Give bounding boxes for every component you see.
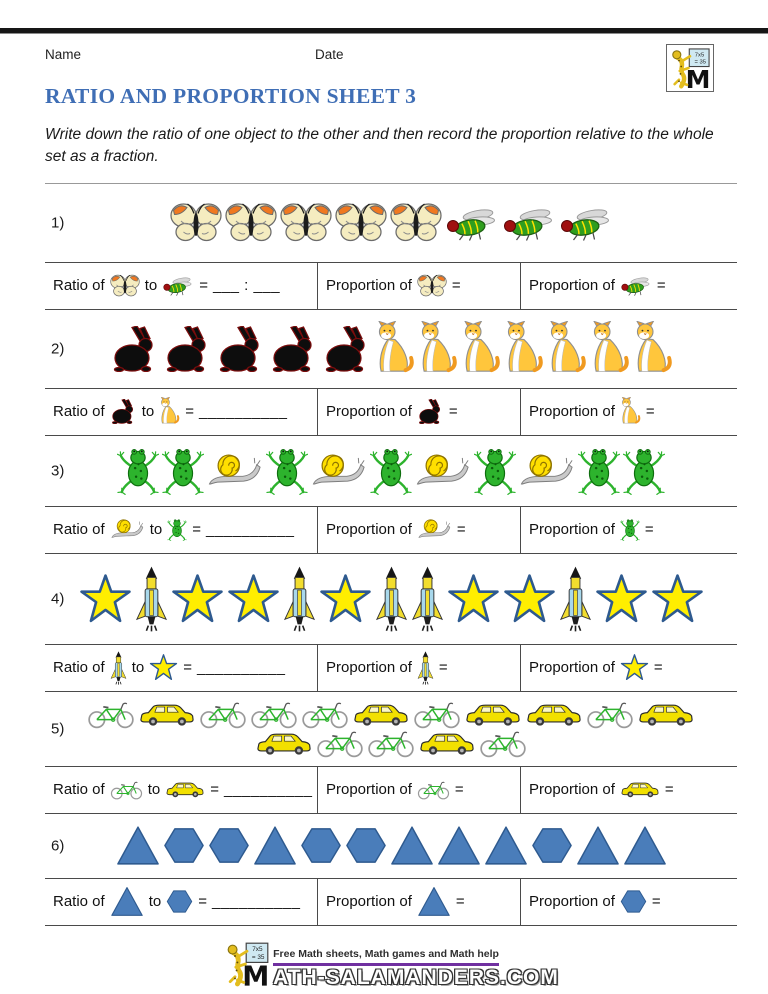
question-2 — [45, 310, 737, 436]
rabbit-icon — [110, 399, 137, 424]
proportion-label: Proportion of — [529, 893, 615, 911]
rocket-icon — [559, 566, 592, 632]
equals-sign: = — [451, 277, 461, 295]
question-number: 5) — [51, 720, 65, 738]
proportion-cell-a — [317, 767, 520, 813]
bike-icon — [479, 729, 527, 758]
butterfly-icon — [225, 202, 277, 244]
ratio-cell — [45, 767, 317, 813]
cat-icon — [418, 321, 458, 377]
svg-text:M: M — [685, 64, 711, 90]
bike-icon — [199, 700, 247, 729]
triangle-icon — [417, 886, 451, 917]
triangle-icon — [576, 825, 620, 866]
star-icon — [319, 574, 372, 624]
triangle-icon — [110, 886, 144, 917]
car-icon — [418, 730, 476, 757]
butterfly-icon — [110, 274, 140, 298]
ratio-label: Ratio of — [53, 659, 105, 677]
ratio-cell — [45, 389, 317, 435]
bike-icon — [87, 700, 135, 729]
butterfly-icon — [335, 202, 387, 244]
equals-sign: = — [456, 521, 466, 539]
rabbit-icon — [216, 326, 266, 372]
salamander-easel-icon — [668, 46, 712, 90]
proportion-cell-a — [317, 263, 520, 309]
equals-sign: = — [651, 893, 661, 911]
car-icon — [464, 701, 522, 728]
proportion-label: Proportion of — [326, 893, 412, 911]
star-icon — [447, 574, 500, 624]
question-4-objects — [45, 554, 737, 644]
proportion-cell-b — [520, 507, 737, 553]
question-5 — [45, 692, 737, 814]
proportion-label: Proportion of — [529, 277, 615, 295]
equals-sign: = — [448, 403, 458, 421]
frog-icon — [266, 446, 308, 495]
triangle-icon — [390, 825, 434, 866]
butterfly-icon — [280, 202, 332, 244]
proportion-cell-b — [520, 389, 737, 435]
proportion-label: Proportion of — [529, 781, 615, 799]
butterfly-icon — [170, 202, 222, 244]
math-salamanders-logo — [666, 44, 714, 92]
triangle-icon — [623, 825, 667, 866]
car-icon — [255, 730, 313, 757]
object-line — [170, 202, 613, 244]
header-row — [45, 47, 737, 64]
rabbit-icon — [269, 326, 319, 372]
footer-site-text: ATH-SALAMANDERS.COM — [273, 965, 559, 989]
fly-icon — [445, 205, 499, 241]
butterfly-icon — [390, 202, 442, 244]
proportion-cell-a — [317, 645, 520, 691]
proportion-cell-b — [520, 879, 737, 925]
footer-m-letter: M — [242, 961, 270, 988]
answer-blank: ___ : ___ — [212, 277, 281, 295]
question-1 — [45, 184, 737, 310]
bike-icon — [301, 700, 349, 729]
star-icon — [651, 574, 704, 624]
object-line — [117, 446, 665, 495]
footer-board-text-1: 7x5 — [252, 946, 263, 954]
bike-icon — [417, 780, 450, 800]
ratio-cell — [45, 645, 317, 691]
question-number: 3) — [51, 462, 65, 480]
proportion-label: Proportion of — [326, 659, 412, 677]
fly-icon — [502, 205, 556, 241]
star-icon — [595, 574, 648, 624]
ratio-label: Ratio of — [53, 277, 105, 295]
footer-tagline: Free Math sheets, Math games and Math help — [273, 948, 499, 966]
proportion-label: Proportion of — [326, 277, 412, 295]
to-label: to — [149, 521, 163, 539]
question-3 — [45, 436, 737, 554]
question-6-objects — [45, 814, 737, 878]
question-number: 6) — [51, 837, 65, 855]
page-title: RATIO AND PROPORTION SHEET 3 — [45, 84, 417, 108]
logo-board-text-1: 7x5 — [694, 52, 705, 59]
car-icon — [352, 701, 410, 728]
name-label: Name — [45, 47, 82, 62]
cat-icon — [633, 321, 673, 377]
snail-icon — [207, 452, 263, 490]
proportion-cell-b — [520, 263, 737, 309]
question-2-objects — [45, 310, 737, 388]
rabbit-icon — [417, 399, 444, 424]
proportion-cell-b — [520, 645, 737, 691]
equals-sign: = — [199, 277, 208, 295]
object-line — [87, 700, 695, 729]
question-5-objects — [45, 692, 737, 766]
triangle-icon — [484, 825, 528, 866]
bike-icon — [110, 780, 143, 800]
star-icon — [503, 574, 556, 624]
to-label: to — [131, 659, 145, 677]
ratio-label: Ratio of — [53, 893, 105, 911]
equals-sign: = — [210, 781, 219, 799]
rabbit-icon — [110, 326, 160, 372]
equals-sign: = — [656, 277, 666, 295]
footer-salamander-easel-icon — [223, 940, 271, 988]
snail-icon — [415, 452, 471, 490]
questions-container — [45, 184, 737, 926]
snail-icon — [110, 518, 145, 541]
snail-icon — [311, 452, 367, 490]
object-line — [116, 825, 667, 866]
star-icon — [79, 574, 132, 624]
equals-sign: = — [185, 403, 194, 421]
answer-blank: __________ — [198, 403, 288, 421]
equals-sign: = — [645, 403, 655, 421]
rocket-icon — [375, 566, 408, 632]
equals-sign: = — [455, 893, 465, 911]
triangle-icon — [437, 825, 481, 866]
question-2-answer-row — [45, 388, 737, 436]
object-line — [110, 321, 673, 377]
bike-icon — [316, 729, 364, 758]
instructions: Write down the ratio of one object to the other and then record the proportion relative to the whole set as a fraction. — [45, 126, 714, 166]
equals-sign: = — [653, 659, 663, 677]
rocket-icon — [417, 651, 434, 685]
equals-sign: = — [664, 781, 674, 799]
bike-icon — [250, 700, 298, 729]
cat-icon — [590, 321, 630, 377]
to-label: to — [144, 277, 158, 295]
frog-icon — [620, 518, 640, 541]
rocket-icon — [135, 566, 168, 632]
question-6-answer-row — [45, 878, 737, 926]
question-number: 2) — [51, 340, 65, 358]
fly-icon — [559, 205, 613, 241]
proportion-label: Proportion of — [326, 403, 412, 421]
frog-icon — [578, 446, 620, 495]
question-number: 1) — [51, 214, 65, 232]
footer-text — [273, 948, 559, 988]
triangle-icon — [253, 825, 297, 866]
equals-sign: = — [644, 521, 654, 539]
ratio-cell — [45, 507, 317, 553]
snail-icon — [417, 518, 452, 541]
cat-icon — [375, 321, 415, 377]
proportion-cell-a — [317, 389, 520, 435]
cat-icon — [159, 397, 180, 426]
proportion-label: Proportion of — [326, 521, 412, 539]
star-icon — [149, 654, 178, 681]
hexagon-icon — [620, 889, 647, 914]
proportion-cell-a — [317, 879, 520, 925]
ratio-label: Ratio of — [53, 403, 105, 421]
fly-icon — [620, 275, 652, 296]
bike-icon — [413, 700, 461, 729]
proportion-cell-b — [520, 767, 737, 813]
butterfly-icon — [417, 274, 447, 298]
question-1-answer-row — [45, 262, 737, 310]
proportion-cell-a — [317, 507, 520, 553]
frog-icon — [623, 446, 665, 495]
date-label: Date — [315, 47, 344, 62]
to-label: to — [148, 893, 162, 911]
equals-sign: = — [438, 659, 448, 677]
frog-icon — [117, 446, 159, 495]
rabbit-icon — [322, 326, 372, 372]
question-1-objects — [45, 184, 737, 262]
footer-board-text-2: = 35 — [251, 954, 265, 962]
answer-blank: __________ — [211, 893, 301, 911]
car-icon — [620, 780, 660, 799]
proportion-label: Proportion of — [326, 781, 412, 799]
rocket-icon — [411, 566, 444, 632]
question-number: 4) — [51, 590, 65, 608]
car-icon — [525, 701, 583, 728]
equals-sign: = — [454, 781, 464, 799]
hexagon-icon — [163, 826, 205, 865]
equals-sign: = — [183, 659, 192, 677]
star-icon — [171, 574, 224, 624]
question-3-answer-row — [45, 506, 737, 554]
equals-sign: = — [192, 521, 201, 539]
triangle-icon — [116, 825, 160, 866]
to-label: to — [141, 403, 155, 421]
proportion-label: Proportion of — [529, 403, 615, 421]
hexagon-icon — [166, 889, 193, 914]
question-5-answer-row — [45, 766, 737, 814]
cat-icon — [620, 397, 641, 426]
object-line — [79, 566, 704, 632]
top-rule — [0, 28, 768, 34]
frog-icon — [370, 446, 412, 495]
bike-icon — [367, 729, 415, 758]
star-icon — [227, 574, 280, 624]
answer-blank: __________ — [205, 521, 295, 539]
hexagon-icon — [531, 826, 573, 865]
question-6 — [45, 814, 737, 926]
star-icon — [620, 654, 649, 681]
car-icon — [138, 701, 196, 728]
equals-sign: = — [198, 893, 207, 911]
ratio-cell — [45, 263, 317, 309]
question-4-answer-row — [45, 644, 737, 692]
car-icon — [165, 780, 205, 799]
fly-icon — [162, 275, 194, 296]
frog-icon — [474, 446, 516, 495]
ratio-label: Ratio of — [53, 521, 105, 539]
rabbit-icon — [163, 326, 213, 372]
hexagon-icon — [300, 826, 342, 865]
ratio-cell — [45, 879, 317, 925]
logo-board-text-2: = 35 — [694, 59, 707, 66]
answer-blank: __________ — [196, 659, 286, 677]
answer-blank: __________ — [223, 781, 313, 799]
car-icon — [637, 701, 695, 728]
cat-icon — [461, 321, 501, 377]
frog-icon — [167, 518, 187, 541]
ratio-label: Ratio of — [53, 781, 105, 799]
frog-icon — [162, 446, 204, 495]
question-4 — [45, 554, 737, 692]
rocket-icon — [110, 651, 127, 685]
hexagon-icon — [208, 826, 250, 865]
rocket-icon — [283, 566, 316, 632]
object-line — [255, 729, 527, 758]
to-label: to — [147, 781, 161, 799]
bike-icon — [586, 700, 634, 729]
snail-icon — [519, 452, 575, 490]
hexagon-icon — [345, 826, 387, 865]
proportion-label: Proportion of — [529, 659, 615, 677]
question-3-objects — [45, 436, 737, 506]
cat-icon — [504, 321, 544, 377]
cat-icon — [547, 321, 587, 377]
footer — [45, 940, 737, 988]
proportion-label: Proportion of — [529, 521, 615, 539]
